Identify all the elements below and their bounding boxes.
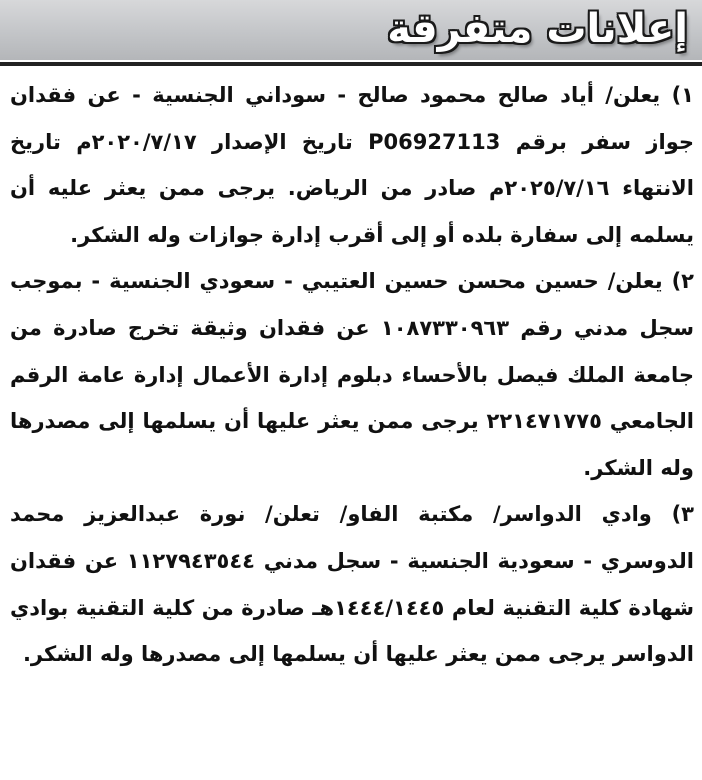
classified-ads-column — [10, 72, 694, 772]
classified-ad-3: ٣) وادي الدواسر/ مكتبة الفاو/ تعلن/ نورة عبدالعزيز محمد الدوسري - سعودية الجنسية - سجل مدني ١١٢٧٩٤٣٥٤٤ عن فقدان شهادة كلية التقنية لعام ١٤٤٤/١٤٤٥هـ صادرة من كلية التقنية بوادي الدواسر يرجى ممن يعثر عليها أن يسلمها إلى مصدرها وله الشكر. — [10, 502, 694, 667]
header-divider — [0, 62, 702, 66]
classified-ad-2: ٢) يعلن/ حسين محسن حسين العتيبي - سعودي الجنسية - بموجب سجل مدني رقم ١٠٨٧٣٣٠٩٦٣ عن فقدان وثيقة تخرج صادرة من جامعة الملك فيصل بالأحساء دبلوم إدارة الأعمال إدارة عامة الرقم الجامعي ٢٢١٤٧١٧٧٥ يرجى ممن يعثر عليها أن يسلمها إلى مصدرها وله الشكر. — [10, 269, 694, 480]
section-header — [0, 0, 702, 60]
section-title: إعلانات متفرقة — [387, 6, 688, 52]
classified-ad-1: ١) يعلن/ أياد صالح محمود صالح - سوداني الجنسية - عن فقدان جواز سفر برقم P06927113 تاريخ الإصدار ٢٠٢٠/٧/١٧م تاريخ الانتهاء ٢٠٢٥/٧/١٦م صادر من الرياض. يرجى ممن يعثر عليه أن يسلمه إلى سفارة بلده أو إلى أقرب إدارة جوازات وله الشكر. — [10, 83, 694, 247]
